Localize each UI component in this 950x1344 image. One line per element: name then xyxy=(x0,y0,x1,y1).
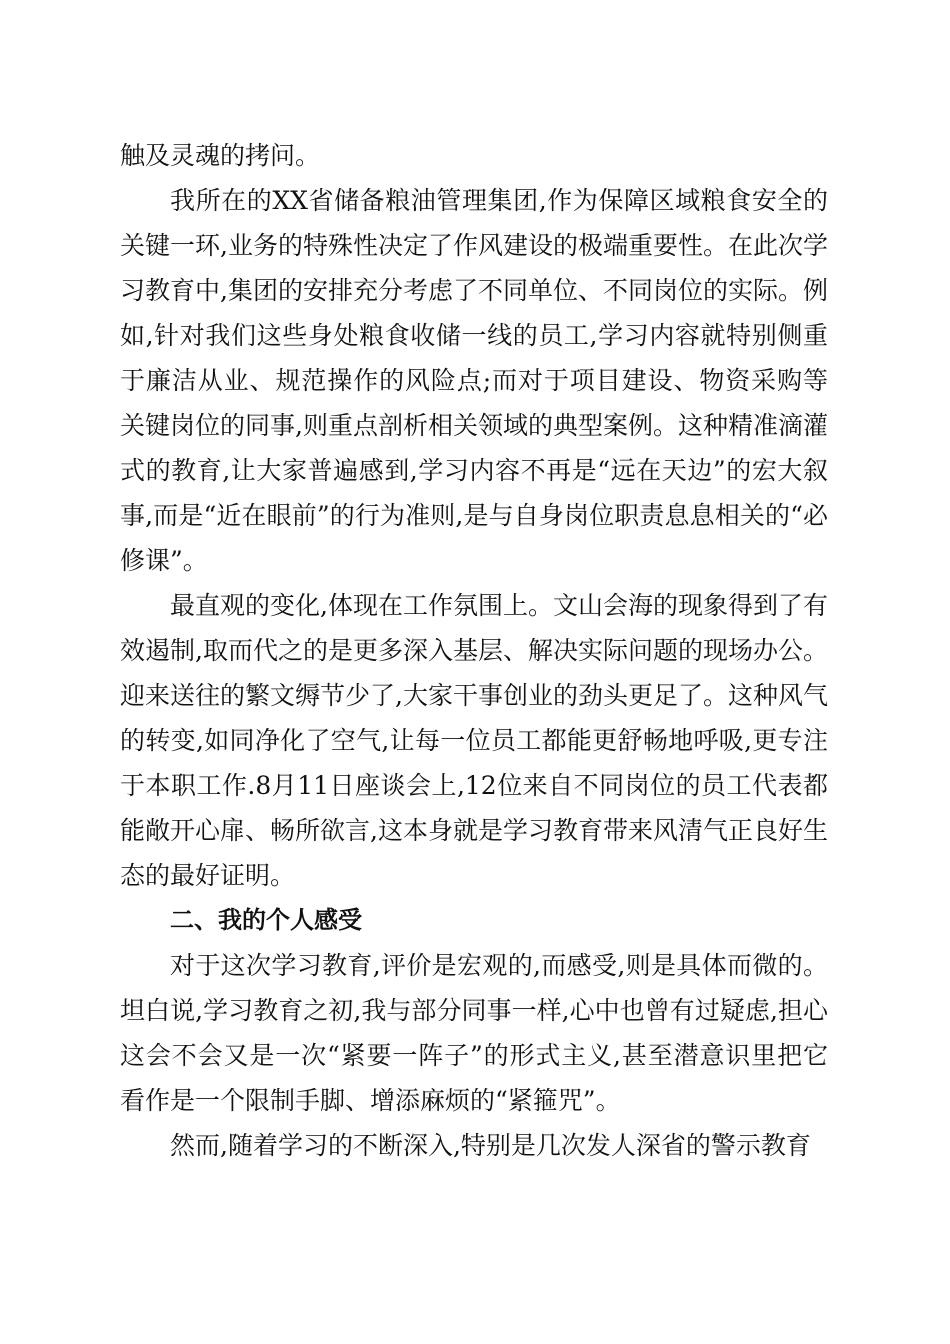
paragraph-initial-doubts: 对于这次学习教育,评价是宏观的,而感受,则是具体而微的。坦白说,学习教育之初,我与部分同事一样,心中也曾有过疑虑,担心这会不会又是一次“紧要一阵子”的形式主义,甚至潜意识里把它看作是一个限制手脚、增添麻烦的“紧箍咒”。 xyxy=(120,951,828,1115)
document-body xyxy=(120,133,828,1168)
paragraph-continuation: 触及灵魂的拷问。 xyxy=(120,141,321,170)
paragraph-deepening-study: 然而,随着学习的不断深入,特别是几次发人深省的警示教育 xyxy=(170,1131,811,1160)
paragraph-grain-group: 我所在的XX省储备粮油管理集团,作为保障区域粮食安全的关键一环,业务的特殊性决定了作风建设的极端重要性。在此次学习教育中,集团的安排充分考虑了不同单位、不同岗位的实际。例如,针对我们这些身处粮食收储一线的员工,学习内容就特别侧重于廉洁从业、规范操作的风险点;而对于项目建设、物资采购等关键岗位的同事,则重点剖析相关领域的典型案例。这种精准滴灌式的教育,让大家普遍感到,学习内容不再是“远在天边”的宏大叙事,而是“近在眼前”的行为准则,是与自身岗位职责息息相关的“必修课”。 xyxy=(120,186,828,575)
paragraph-work-atmosphere: 最直观的变化,体现在工作氛围上。文山会海的现象得到了有效遏制,取而代之的是更多深入基层、解决实际问题的现场办公。迎来送往的繁文缛节少了,大家干事创业的劲头更足了。这种风气的转变,如同净化了空气,让每一位员工都能更舒畅地呼吸,更专注于本职工作.8月11日座谈会上,12位来自不同岗位的员工代表都能敞开心扉、畅所欲言,这本身就是学习教育带来风清气正良好生态的最好证明。 xyxy=(120,591,828,890)
section-heading-personal-feelings: 二、我的个人感受 xyxy=(170,906,362,934)
